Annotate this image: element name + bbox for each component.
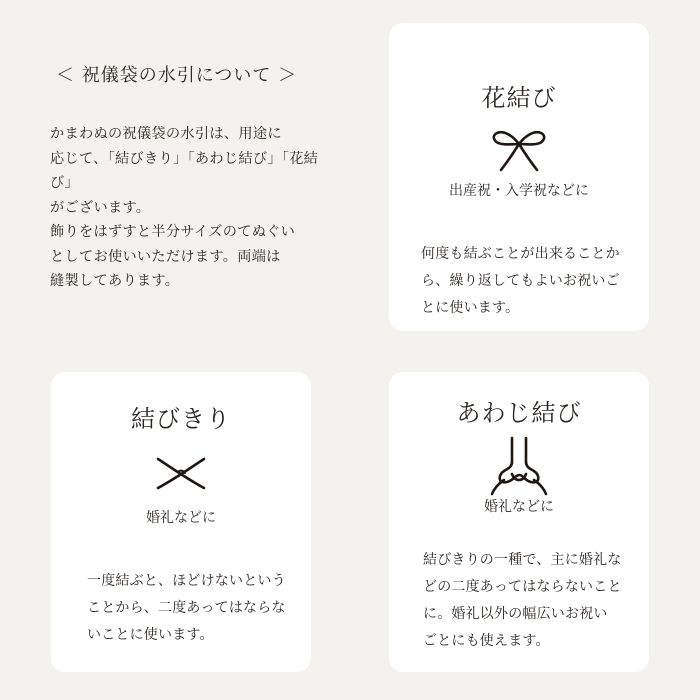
card-awaji-description: 結びきりの一種で、主に婚礼な どの二度あってはならないこと に。婚礼以外の幅広いお祝い ごとにも使えます。 [423, 552, 622, 649]
card-awaji-musubi [389, 372, 649, 672]
intro-body: かまわぬの祝儀袋の水引は、用途に 応じて、「結びきり」「あわじ結び」「花結び」 がございます。 飾りをはずすと半分サイズのてぬぐい としてお使いいただけます。両端は 縫製してあります。 [50, 126, 319, 289]
bow-knot-icon [487, 125, 551, 175]
card-hana-musubi [389, 23, 649, 331]
cross-knot-icon [154, 454, 208, 492]
card-musubikiri-heading: 結びきり [131, 405, 231, 433]
card-musubikiri [51, 372, 311, 672]
card-awaji-subtitle: 婚礼などに [484, 499, 554, 515]
awaji-knot-icon [488, 436, 550, 496]
card-musubikiri-subtitle: 婚礼などに [146, 510, 216, 526]
card-musubikiri-description: 一度結ぶと、ほどけないという ことから、二度あってはならな いことに使います。 [87, 573, 286, 643]
intro-section [50, 62, 322, 294]
card-hana-description: 何度も結ぶことが出来ることか ら、繰り返してもよいお祝いご とに使います。 [421, 246, 620, 316]
card-awaji-heading: あわじ結び [456, 399, 582, 427]
card-hana-heading: 花結び [481, 84, 557, 112]
intro-title: ＜ 祝儀袋の水引について ＞ [56, 65, 298, 86]
card-hana-subtitle: 出産祝・入学祝などに [449, 183, 589, 199]
